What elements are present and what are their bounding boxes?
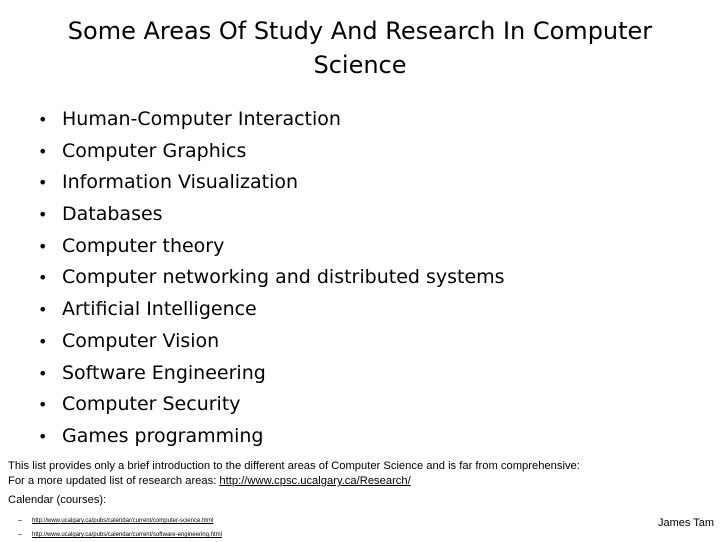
- area-label: Computer Graphics: [62, 139, 247, 162]
- area-label: Software Engineering: [62, 361, 266, 384]
- area-label: Computer theory: [62, 234, 225, 257]
- area-label: Computer Vision: [62, 329, 220, 352]
- list-item: [38, 326, 505, 358]
- dash-icon: –: [18, 531, 22, 538]
- bullet-icon: •: [38, 395, 48, 415]
- bullet-icon: •: [38, 236, 48, 256]
- dash-icon: –: [18, 517, 22, 524]
- slide-title: Some Areas Of Study And Research In Computer Science: [67, 17, 653, 79]
- bullet-icon: •: [38, 363, 48, 383]
- calendar-label: Calendar (courses):: [8, 494, 107, 506]
- area-label: Computer networking and distributed systems: [62, 266, 505, 289]
- area-label: Information Visualization: [62, 171, 299, 194]
- list-item: [38, 167, 505, 199]
- area-label: Artificial Intelligence: [62, 298, 257, 321]
- list-item: [38, 358, 505, 390]
- list-item: [38, 104, 505, 136]
- calendar-link-software-engineering[interactable]: http://www.ucalgary.ca/pubs/calendar/current/software-engineering.html: [32, 532, 222, 538]
- bullet-icon: •: [38, 300, 48, 320]
- list-item: [38, 231, 505, 263]
- area-label: Databases: [62, 203, 163, 226]
- area-label: Human-Computer Interaction: [62, 108, 341, 130]
- research-link[interactable]: http://www.cpsc.ucalgary.ca/Research/: [219, 475, 411, 487]
- bullet-icon: •: [38, 141, 48, 161]
- author-name: James Tam: [657, 517, 714, 529]
- area-label: Games programming: [62, 424, 264, 447]
- bullet-icon: •: [38, 205, 48, 225]
- area-label: Computer Security: [62, 393, 241, 416]
- list-item: [38, 262, 505, 294]
- intro-note: [8, 459, 708, 489]
- calendar-links: [18, 514, 222, 542]
- note-line-2-prefix: For a more updated list of research areas:: [8, 475, 220, 487]
- list-item: [38, 389, 505, 421]
- note-line-1: This list provides only a brief introduction to the different areas of Computer Science and is far from comprehensive:: [8, 460, 580, 472]
- bullet-icon: •: [38, 110, 48, 129]
- list-item: [38, 421, 505, 453]
- bullet-icon: •: [38, 268, 48, 288]
- bullet-icon: •: [38, 331, 48, 351]
- list-item: [38, 294, 505, 326]
- bullet-icon: •: [38, 426, 48, 446]
- bullet-icon: •: [38, 173, 48, 193]
- calendar-link-computer-science[interactable]: http://www.ucalgary.ca/pubs/calendar/current/computer-science.html: [32, 518, 214, 524]
- list-item: [18, 514, 222, 528]
- list-item: [38, 199, 505, 231]
- list-item: [38, 136, 505, 168]
- areas-list: [38, 104, 505, 453]
